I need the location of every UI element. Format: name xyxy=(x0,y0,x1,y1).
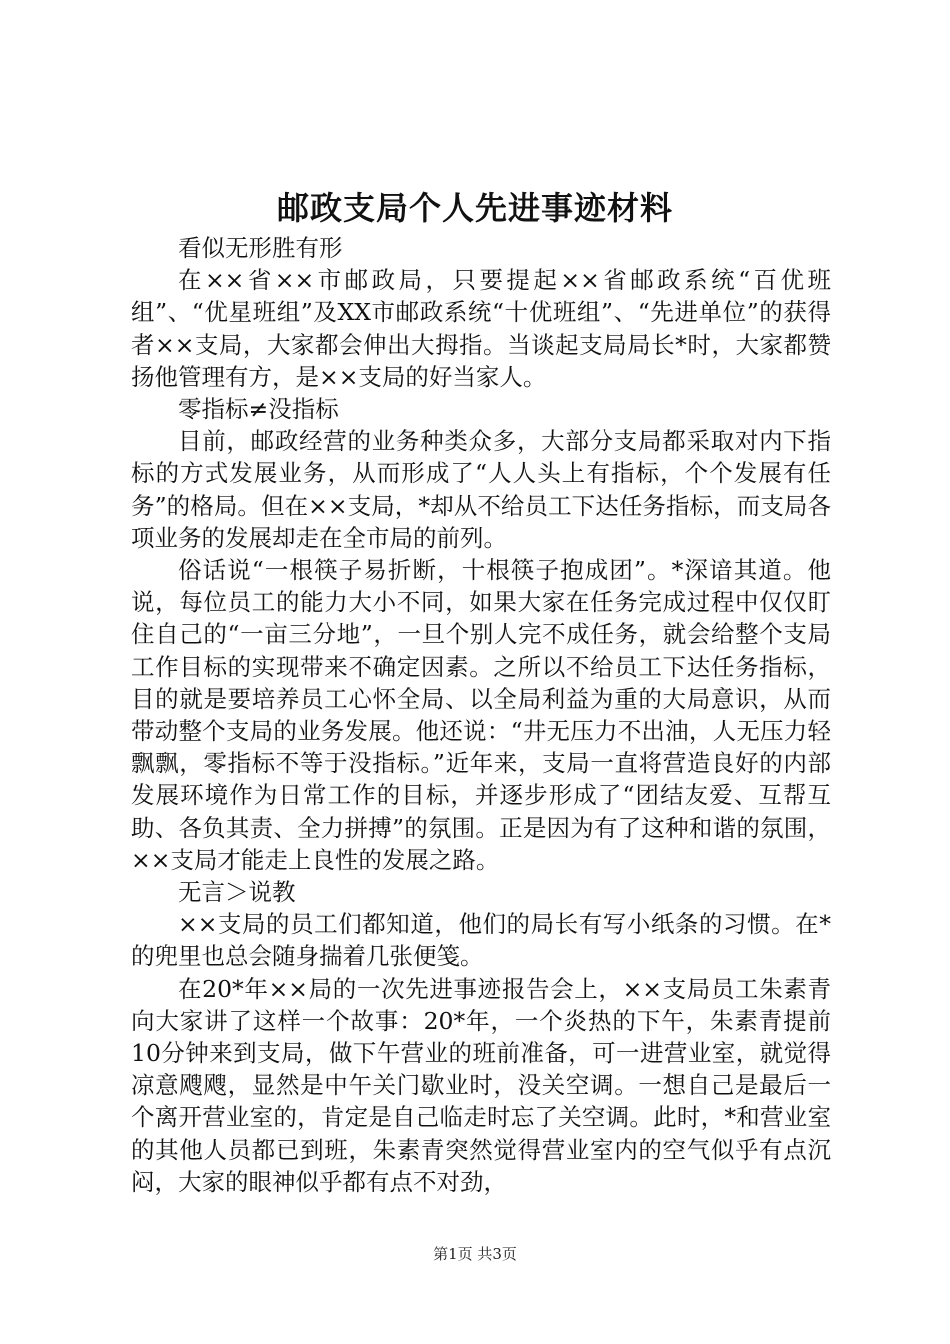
section-heading: 看似无形胜有形 xyxy=(178,234,343,262)
paragraph: 目前，邮政经营的业务种类众多，大部分支局都采取对内下指标的方式发展业务，从而形成了“人人头上有指标，个个发展有任务”的格局。但在××支局，*却从不给员工下达任务指标，而支局各项业务的发展却走在全市局的前列。 xyxy=(131,427,831,552)
paragraph: 俗话说“一根筷子易折断，十根筷子抱成团”。*深谙其道。他说，每位员工的能力大小不同，如果大家在任务完成过程中仅仅盯住自己的“一亩三分地”，一旦个别人完不成任务，就会给整个支局工作目标的实现带来不确定因素。之所以不给员工下达任务指标，目的就是要培养员工心怀全局、以全局利益为重的大局意识，从而带动整个支局的业务发展。他还说：“井无压力不出油，人无压力轻飘飘，零指标不等于没指标。”近年来，支局一直将营造良好的内部发展环境作为日常工作的目标，并逐步形成了“团结友爱、互帮互助、各负其责、全力拼搏”的氛围。正是因为有了这种和谐的氛围，××支局才能走上良性的发展之路。 xyxy=(131,556,831,874)
document-title: 邮政支局个人先进事迹材料 xyxy=(276,189,673,227)
page-footer: 第1页 共3页 xyxy=(433,1245,517,1263)
paragraph: ××支局的员工们都知道，他们的局长有写小纸条的习惯。在*的兜里也总会随身揣着几张便笺。 xyxy=(131,910,831,971)
document-body xyxy=(131,232,831,1198)
section-heading: 零指标≠没指标 xyxy=(178,395,339,424)
section-heading: 无言＞说教 xyxy=(178,878,296,907)
paragraph: 在××省××市邮政局，只要提起××省邮政系统“百优班组”、“优星班组”及XX市邮政系统“十优班组”、“先进单位”的获得者××支局，大家都会伸出大拇指。当谈起支局局长*时，大家都赞扬他管理有方，是××支局的好当家人。 xyxy=(131,266,831,391)
paragraph: 在20*年××局的一次先进事迹报告会上，××支局员工朱素青向大家讲了这样一个故事：20*年，一个炎热的下午，朱素青提前10分钟来到支局，做下午营业的班前准备，可一进营业室，就觉得凉意飕飕，显然是中午关门歇业时，没关空调。一想自己是最后一个离开营业室的，肯定是自己临走时忘了关空调。此时，*和营业室的其他人员都已到班，朱素青突然觉得营业室内的空气似乎有点沉闷，大家的眼神似乎都有点不对劲， xyxy=(131,974,831,1196)
